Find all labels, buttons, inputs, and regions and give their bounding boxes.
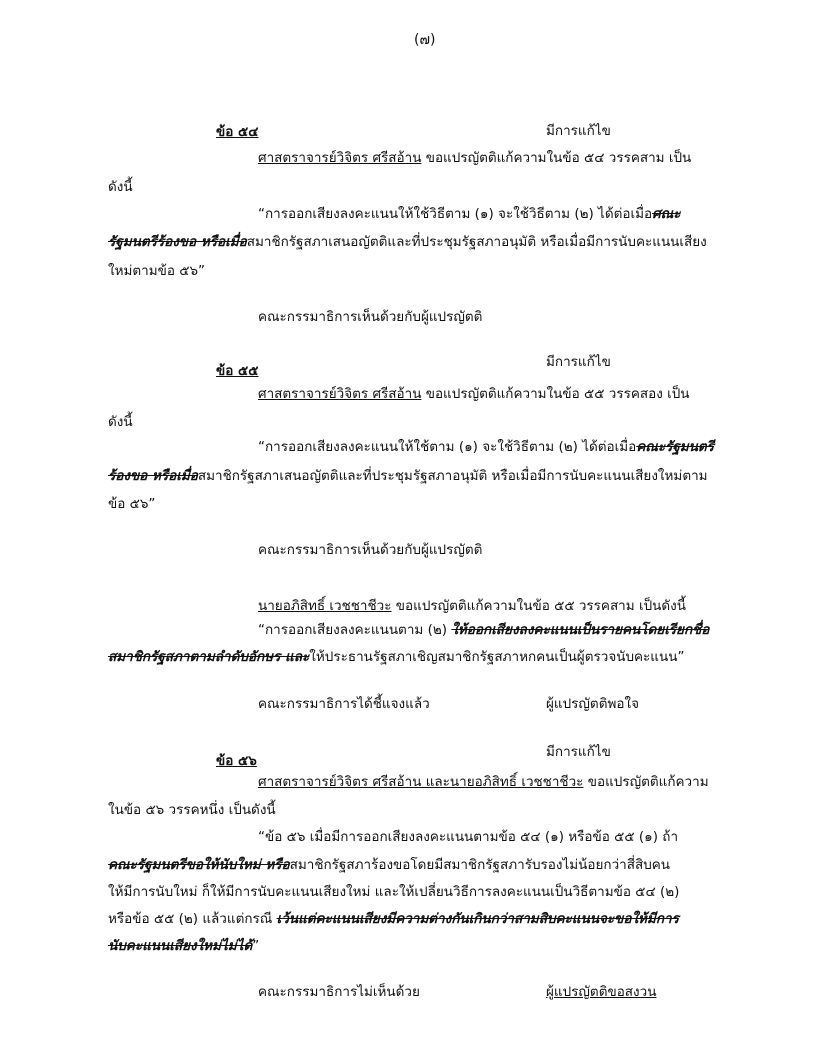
quote-text: สมาชิกรัฐสภาเสนอญัตติและที่ประชุมรัฐสภาอนุมัติ หรือเมื่อมีการนับคะแนนเสียงใหม่ตาม: [197, 468, 708, 484]
section-status-55: มีการแก้ไข: [546, 354, 611, 370]
struck-text: คณะรัฐมนตรี: [636, 439, 714, 455]
struck-text: เว้นแต่คะแนนเสียงมีความต่างกันเกินกว่าสามสิบคะแนนจะขอให้มีการ: [276, 911, 679, 927]
quote-text: ให้ประธานรัฐสภาเชิญสมาชิกรัฐสภาหกคนเป็นผู้ตรวจนับคะแนน”: [309, 649, 685, 665]
quote-line: ข้อ ๕๖”: [108, 496, 156, 512]
quote-text: สมาชิกรัฐสภาเสนอญัตติและที่ประชุมรัฐสภาอนุมัติ หรือเมื่อมีการนับคะแนนเสียง: [246, 234, 707, 250]
struck-text: ร้องขอ หรือเมื่อ: [108, 468, 198, 484]
quote-line: [108, 909, 679, 929]
section-heading-55: ข้อ ๕๕: [216, 363, 259, 379]
amender-name: นายอภิสิทธิ์ เวชชาชีวะ: [258, 598, 392, 614]
section-status-54: มีการแก้ไข: [546, 123, 611, 139]
struck-text: คณะรัฐมนตรีขอให้นับใหม่ หรือ: [108, 857, 290, 873]
amendment-line: [258, 384, 690, 404]
section-status-56: มีการแก้ไข: [546, 744, 611, 760]
amender-name: ศาสตราจารย์วิจิตร ศรีสอ้าน และนายอภิสิทธิ์ เวชชาชีวะ: [258, 774, 584, 790]
page-number: (๗): [414, 32, 436, 48]
quote-text: หรือข้อ ๕๕ (๒) แล้วแต่กรณี: [108, 911, 277, 927]
amendment-text: ขอแปรญัตติแก้ความในข้อ ๕๔ วรรคสาม เป็น: [421, 150, 692, 166]
committee-opinion: คณะกรรมาธิการเห็นด้วยกับผู้แปรญัตติ: [258, 309, 483, 325]
committee-opinion: คณะกรรมาธิการเห็นด้วยกับผู้แปรญัตติ: [258, 542, 483, 558]
struck-text: ให้ออกเสียงลงคะแนนเป็นรายคนโดยเรียกชื่อ: [451, 622, 710, 638]
struck-text: รัฐมนตรีร้องขอ หรือเมื่อ: [108, 234, 247, 250]
amendment-line: [258, 772, 709, 792]
amendment-line: [258, 596, 686, 616]
struck-text: นับคะแนนเสียงใหม่ไม่ได้: [108, 938, 253, 954]
quote-text: “การออกเสียงลงคะแนนให้ใช้ตาม (๑) จะใช้วิธีตาม (๒) ได้ต่อเมื่อ: [258, 439, 637, 455]
amendment-text: ขอแปรญัตติแก้ความในข้อ ๕๕ วรรคสอง เป็น: [421, 386, 690, 402]
amendment-text: ขอแปรญัตติแก้ความ: [583, 774, 709, 790]
quote-line: “ข้อ ๕๖ เมื่อมีการออกเสียงลงคะแนนตามข้อ ๕๔ (๑) หรือข้อ ๕๕ (๑) ถ้า: [258, 829, 679, 845]
quote-line: ให้มีการนับใหม่ ก็ให้มีการนับคะแนนเสียงใหม่ และให้เปลี่ยนวิธีการลงคะแนนเป็นวิธีตามข้อ ๕๔ (๒): [108, 884, 680, 900]
quote-text: “การออกเสียงลงคะแนนตาม (๒): [258, 622, 452, 638]
amender-name: ศาสตราจารย์วิจิตร ศรีสอ้าน: [258, 150, 422, 166]
quote-line: [258, 620, 709, 640]
quote-line: [258, 204, 680, 224]
amendment-line: [258, 148, 691, 168]
struck-text: ศณะ: [652, 206, 681, 222]
struck-text: สมาชิกรัฐสภาตามลำดับอักษร และ: [108, 649, 310, 665]
quote-text: ”: [252, 938, 260, 954]
quote-line: [258, 437, 714, 457]
quote-line: [108, 647, 684, 667]
quote-line: ใหม่ตามข้อ ๕๖”: [108, 263, 206, 279]
amendment-continuation: ในข้อ ๕๖ วรรคหนึ่ง เป็นดังนี้: [108, 802, 276, 818]
committee-opinion: คณะกรรมาธิการไม่เห็นด้วย: [258, 984, 420, 1000]
committee-opinion: คณะกรรมาธิการได้ชี้แจงแล้ว: [258, 696, 430, 712]
quote-text: สมาชิกรัฐสภาร้องขอโดยมีสมาชิกรัฐสภารับรองไม่น้อยกว่าสี่สิบคน: [289, 857, 671, 873]
amender-result: ผู้แปรญัตติพอใจ: [546, 696, 639, 712]
quote-line: [108, 936, 259, 956]
amender-result: ผู้แปรญัตติขอสงวน: [546, 984, 657, 1000]
section-heading-54: ข้อ ๕๔: [216, 124, 259, 140]
quote-text: “การออกเสียงลงคะแนนให้ใช้วิธีตาม (๑) จะใช้วิธีตาม (๒) ได้ต่อเมื่อ: [258, 206, 653, 222]
amendment-text: ขอแปรญัตติแก้ความในข้อ ๕๕ วรรคสาม เป็นดังนี้: [391, 598, 686, 614]
amendment-continuation: ดังนี้: [108, 179, 133, 195]
quote-line: [108, 466, 708, 486]
amender-name: ศาสตราจารย์วิจิตร ศรีสอ้าน: [258, 386, 422, 402]
amendment-continuation: ดังนี้: [108, 414, 133, 430]
quote-line: [108, 232, 707, 252]
section-heading-56: ข้อ ๕๖: [216, 753, 257, 769]
quote-line: [108, 855, 670, 875]
